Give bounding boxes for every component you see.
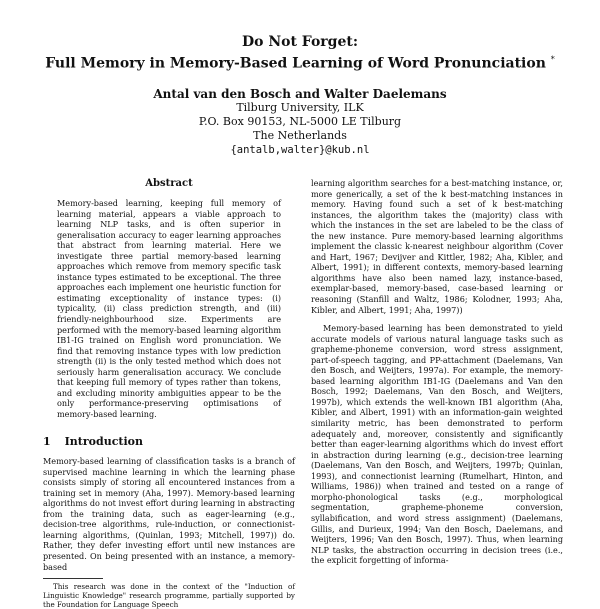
introduction-text: Memory-based learning of classification tasks is a branch of supervised machine learning in which the learning phase consists simply of storing all encountered instances from a training set in memory (Aha, 1997). Memory-based learning algorithms do not invest effort during learning in abstracting from the training data, such as eager-learning (e.g., decision-tree algorithms, rule-induction, or connectionist-learning algorithms, (Quinlan, 1993; Mitchell, 1997)) do. Rather, they defer investing effort until new instances are presented. On being presented with an instance, a memory-based bbox=[43, 456, 295, 572]
abstract-heading: Abstract bbox=[145, 178, 193, 189]
paper-title-text: Full Memory in Memory-Based Learning of Word Pronunciation bbox=[45, 55, 546, 72]
paper-title-line1: Do Not Forget: bbox=[241, 34, 359, 50]
authors: Antal van den Bosch and Walter Daelemans bbox=[153, 86, 447, 101]
right-paragraph-2: Memory-based learning has been demonstrated to yield accurate models of various natural language tasks such as grapheme-phoneme conversion, word stress assignment, part-of-speech tagging, and PP-attachment (Daelemans, Van den Bosch, and Weijters, 1997a). For example, the memory-based learning algorithm IB1-IG (Daelemans and Van den Bosch, 1992; Daelemans, Van den Bosch, and Weijters, 1997b), which extends the well-known IB1 algorithm (Aha, Kibler, and Albert, 1991) with an information-gain weighted similarity metric, has been demonstrated to perform adequately and, moreover, consistently and significantly better than eager-learning algorithms which do invest effort in abstraction during learning (e.g., decision-tree learning (Daelemans, Van den Bosch, and Weijters, 1997b; Quinlan, 1993), and connectionist learning (Rumelhart, Hinton, and Williams, 1986)) when trained and tested on a range of morpho-phonological tasks (e.g., morphological segmentation, grapheme-phoneme conversion, syllabification, and word stress assignment) (Daelemans, Gillis, and Durieux, 1994; Van den Bosch, Daelemans, and Weijters, 1996; Van den Bosch, 1997). Thus, when learning NLP tasks, the abstraction occurring in decision trees (i.e., the explicit forgetting of informa- bbox=[311, 323, 563, 566]
paper-title-line2 bbox=[0, 51, 600, 73]
section-title: Introduction bbox=[64, 435, 143, 449]
left-column bbox=[43, 178, 295, 609]
affiliation-line-2: P.O. Box 90153, NL-5000 LE Tilburg bbox=[198, 114, 402, 128]
section-number: 1 bbox=[43, 435, 51, 449]
title-footnote-mark: * bbox=[550, 55, 555, 64]
right-column bbox=[311, 178, 563, 566]
abstract-text: Memory-based learning, keeping full memory of learning material, appears a viable approach to learning NLP tasks, and is often superior in generalisation accuracy to eager learning approaches that abstract from learning material. Here we investigate three partial memory-based learning approaches which remove from memory specific task instance types estimated to be exceptional. The three approaches each implement one heuristic function for estimating exceptionality of instance types: (i) typicality, (ii) class prediction strength, and (iii) friendly-neighbourhood size. Experiments are performed with the memory-based learning algorithm IB1-IG trained on English word pronunciation. We find that removing instance types with low prediction strength (ii) is the only tested method which does not seriously harm generalisation accuracy. We conclude that keeping full memory of types rather than tokens, and excluding minority ambiguities appear to be the only performance-preserving optimisations of memory-based learning. bbox=[57, 198, 281, 419]
affiliation-line-1: Tilburg University, ILK bbox=[236, 100, 364, 114]
title-block bbox=[0, 34, 600, 157]
abstract bbox=[43, 178, 295, 419]
footnote: This research was done in the context of the "Induction of Linguistic Knowledge" research programme, partially supported by the Foundation for Language Speech bbox=[43, 582, 295, 609]
right-paragraph-1: learning algorithm searches for a best-matching instance, or, more generically, a set of the k best-matching instances in memory. Having found such a set of k best-matching instances, the algorithm takes the (majority) class with which the instances in the set are labeled to be the class of the new instance. Pure memory-based learning algorithms implement the classic k-nearest neighbour algorithm (Cover and Hart, 1967; Devijver and Kittler, 1982; Aha, Kibler, and Albert, 1991); in different contexts, memory-based learning algorithms have also been named lazy, instance-based, exemplar-based, memory-based, case-based learning or reasoning (Stanfill and Waltz, 1986; Kolodner, 1993; Aha, Kibler, and Albert, 1991; Aha, 1997)) bbox=[311, 178, 563, 315]
affiliation-line-3: The Netherlands bbox=[253, 128, 347, 142]
footnote-rule bbox=[43, 578, 103, 579]
author-email: {antalb,walter}@kub.nl bbox=[230, 143, 370, 156]
section-heading bbox=[43, 437, 295, 448]
